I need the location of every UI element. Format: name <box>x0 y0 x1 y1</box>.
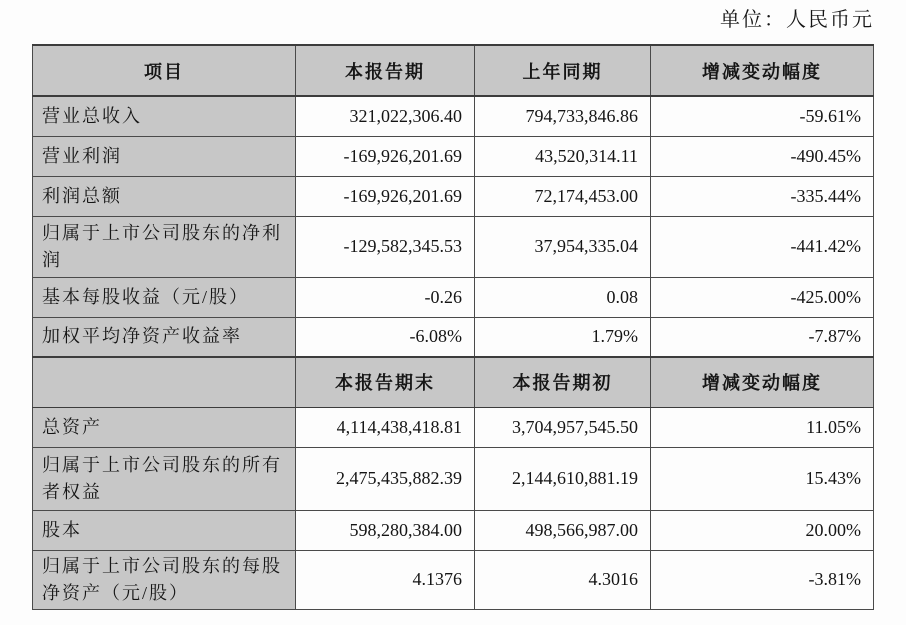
value-change: -3.81% <box>651 550 874 609</box>
value-prior: 0.08 <box>475 277 651 317</box>
value-change: 20.00% <box>651 510 874 550</box>
table-row-share-capital <box>33 510 874 550</box>
table-header-row-1 <box>33 45 874 96</box>
col-header-item: 项目 <box>33 45 296 96</box>
value-prior: 794,733,846.86 <box>475 96 651 136</box>
col-header-period-end: 本报告期末 <box>296 357 475 407</box>
col-header-blank <box>33 357 296 407</box>
row-label: 营业利润 <box>33 136 296 176</box>
row-label: 总资产 <box>33 407 296 447</box>
row-label: 归属于上市公司股东的所有者权益 <box>33 447 296 510</box>
value-current: 4.1376 <box>296 550 475 609</box>
value-change: 11.05% <box>651 407 874 447</box>
value-current: 4,114,438,418.81 <box>296 407 475 447</box>
value-prior: 37,954,335.04 <box>475 216 651 277</box>
financial-summary-table <box>32 44 874 610</box>
value-change: -7.87% <box>651 317 874 357</box>
col-header-change-2: 增减变动幅度 <box>651 357 874 407</box>
row-label: 营业总收入 <box>33 96 296 136</box>
value-change: 15.43% <box>651 447 874 510</box>
col-header-change: 增减变动幅度 <box>651 45 874 96</box>
value-prior: 498,566,987.00 <box>475 510 651 550</box>
value-prior: 72,174,453.00 <box>475 176 651 216</box>
row-label: 加权平均净资产收益率 <box>33 317 296 357</box>
value-current: -169,926,201.69 <box>296 136 475 176</box>
value-current: -129,582,345.53 <box>296 216 475 277</box>
row-label: 股本 <box>33 510 296 550</box>
table-row-net-profit-attributable <box>33 216 874 277</box>
value-change: -425.00% <box>651 277 874 317</box>
row-label: 利润总额 <box>33 176 296 216</box>
table-row-weighted-avg-roe <box>33 317 874 357</box>
table-header-row-2 <box>33 357 874 407</box>
value-prior: 43,520,314.11 <box>475 136 651 176</box>
value-prior: 1.79% <box>475 317 651 357</box>
value-change: -441.42% <box>651 216 874 277</box>
value-prior: 3,704,957,545.50 <box>475 407 651 447</box>
col-header-period-start: 本报告期初 <box>475 357 651 407</box>
col-header-prior-period: 上年同期 <box>475 45 651 96</box>
value-current: -169,926,201.69 <box>296 176 475 216</box>
table-row-total-revenue <box>33 96 874 136</box>
value-current: 598,280,384.00 <box>296 510 475 550</box>
row-label: 归属于上市公司股东的净利润 <box>33 216 296 277</box>
value-change: -490.45% <box>651 136 874 176</box>
row-label: 基本每股收益（元/股） <box>33 277 296 317</box>
value-current: -6.08% <box>296 317 475 357</box>
value-change: -59.61% <box>651 96 874 136</box>
unit-label: 单位：人民币元 <box>720 9 874 31</box>
value-current: 2,475,435,882.39 <box>296 447 475 510</box>
table-row-total-assets <box>33 407 874 447</box>
value-prior: 2,144,610,881.19 <box>475 447 651 510</box>
value-change: -335.44% <box>651 176 874 216</box>
value-current: -0.26 <box>296 277 475 317</box>
table-row-owners-equity-attributable <box>33 447 874 510</box>
table-row-operating-profit <box>33 136 874 176</box>
table-row-net-assets-per-share <box>33 550 874 609</box>
table-row-basic-eps <box>33 277 874 317</box>
table-row-total-profit <box>33 176 874 216</box>
row-label: 归属于上市公司股东的每股净资产（元/股） <box>33 550 296 609</box>
value-prior: 4.3016 <box>475 550 651 609</box>
value-current: 321,022,306.40 <box>296 96 475 136</box>
col-header-current-period: 本报告期 <box>296 45 475 96</box>
